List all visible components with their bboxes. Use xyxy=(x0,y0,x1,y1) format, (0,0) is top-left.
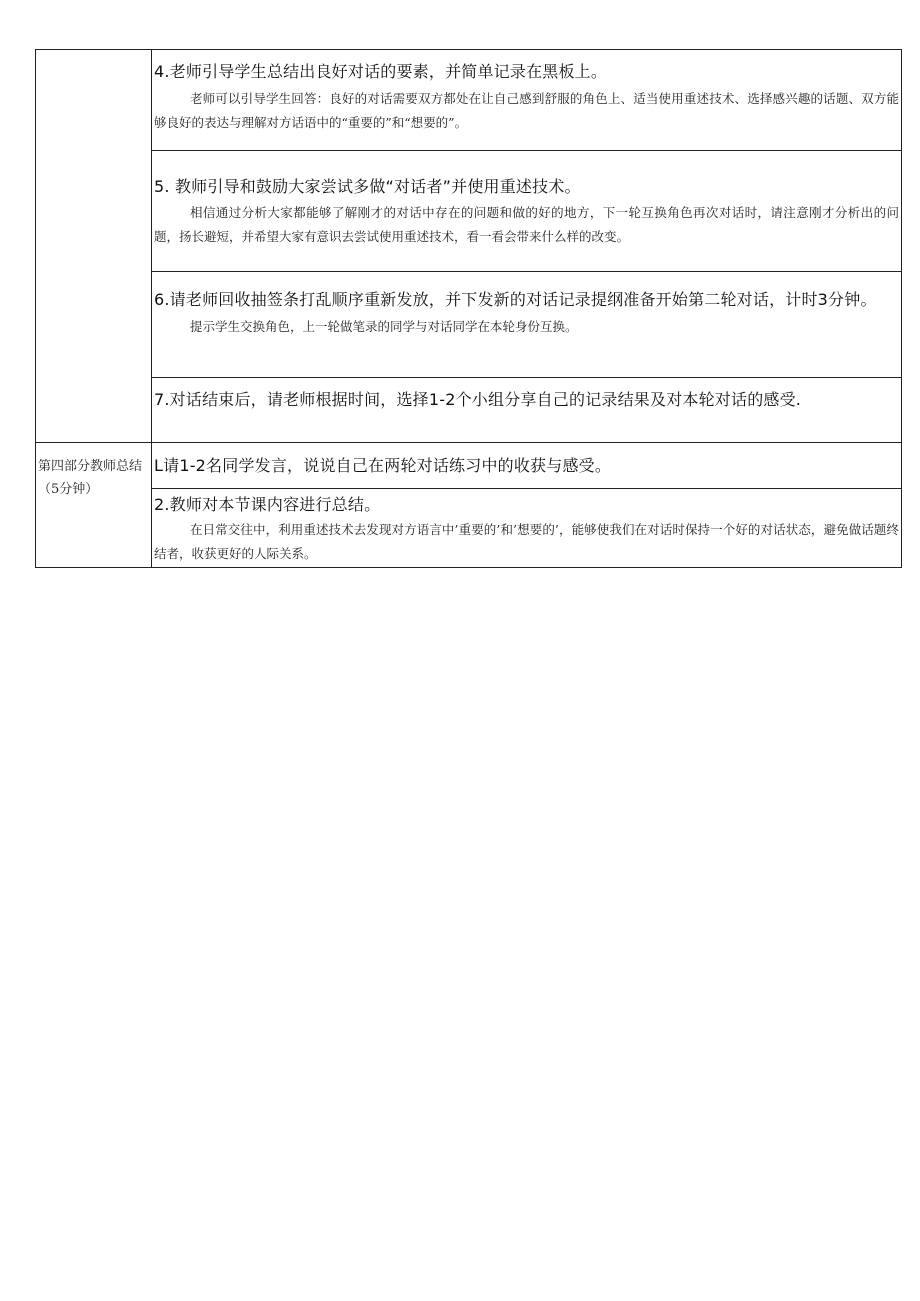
table-row xyxy=(36,272,902,378)
summary-step-2-cell xyxy=(152,489,902,568)
step-5-body: 相信通过分析大家都能够了解刚才的对话中存在的问题和做的好的地方，下一轮互换角色再次对话时，请注意刚才分析出的问题，扬长避短，并希望大家有意识去尝试使用重述技术，看一看会带来什么样的改变。 xyxy=(154,205,899,244)
table-row xyxy=(36,50,902,151)
section-4-label-cell xyxy=(36,443,152,568)
step-5-cell xyxy=(152,151,902,272)
step-7-heading: 7.对话结束后，请老师根据时间，选择1-2个小组分享自己的记录结果及对本轮对话的感受. xyxy=(154,390,802,409)
lesson-plan-table xyxy=(35,49,902,568)
table-row xyxy=(36,151,902,272)
step-6-heading: 6.请老师回收抽签条打乱顺序重新发放，并下发新的对话记录提纲准备开始第二轮对话，计时3分钟。 xyxy=(154,290,877,309)
summary-step-2-body: 在日常交往中，利用重述技术去发现对方语言中’重要的’和’想要的’，能够使我们在对话时保持一个好的对话状态，避免做话题终结者，收获更好的人际关系。 xyxy=(154,522,899,561)
step-4-cell xyxy=(152,50,902,151)
step-4-body: 老师可以引导学生回答：良好的对话需要双方都处在让自己感到舒服的角色上、适当使用重述技术、选择感兴趣的话题、双方能够良好的表达与理解对方话语中的“重要的”和“想要的”。 xyxy=(154,91,899,130)
table-row xyxy=(36,489,902,568)
section-label-cell-empty xyxy=(36,50,152,443)
table-row xyxy=(36,443,902,489)
summary-step-1-heading: L请1-2名同学发言，说说自己在两轮对话练习中的收获与感受。 xyxy=(154,456,612,475)
step-4-heading: 4.老师引导学生总结出良好对话的要素，并简单记录在黑板上。 xyxy=(154,62,608,81)
step-7-cell xyxy=(152,378,902,443)
summary-step-2-heading: 2.教师对本节课内容进行总结。 xyxy=(154,495,381,514)
step-6-cell xyxy=(152,272,902,378)
summary-step-1-cell xyxy=(152,443,902,489)
table-row xyxy=(36,378,902,443)
step-6-body: 提示学生交换角色，上一轮做笔录的同学与对话同学在本轮身份互换。 xyxy=(190,319,578,334)
section-4-label: 第四部分教师总结（5分钟） xyxy=(38,459,143,497)
step-5-heading: 5. 教师引导和鼓励大家尝试多做“对话者”并使用重述技术。 xyxy=(154,177,581,196)
